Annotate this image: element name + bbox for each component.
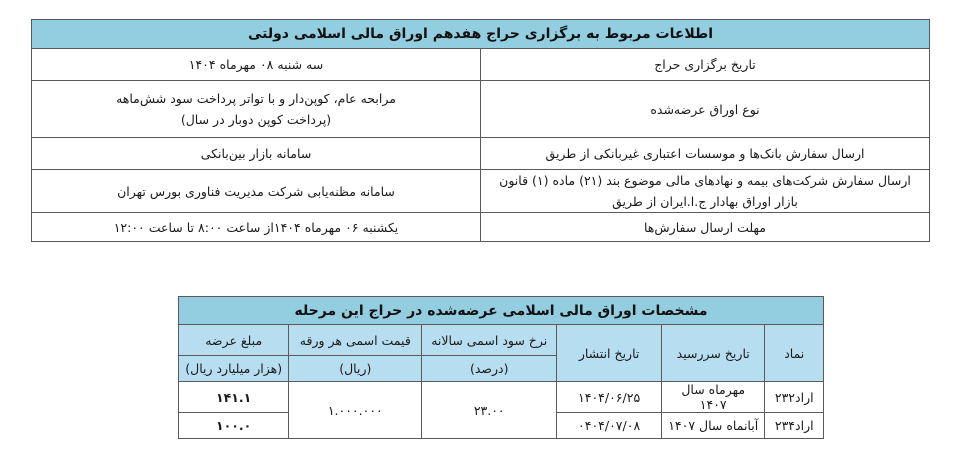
table-row xyxy=(32,49,930,81)
header-amount-unit: (هزار میلیارد ریال) xyxy=(179,356,289,382)
bank-order-channel-value: سامانه بازار بین‌بانکی xyxy=(32,138,481,170)
header-amount: مبلغ عرضه xyxy=(179,325,289,356)
table-row xyxy=(32,213,930,242)
header-nemad: نماد xyxy=(765,325,824,382)
bank-order-channel-label: ارسال سفارش بانک‌ها و موسسات اعتباری غیربانکی از طریق xyxy=(481,138,930,170)
table-row xyxy=(32,170,930,213)
header-price-unit: (ریال) xyxy=(289,356,422,382)
table-row xyxy=(179,382,824,413)
header-rate: نرخ سود اسمی سالانه xyxy=(422,325,557,356)
auction-date-label: تاریخ برگزاری حراج xyxy=(481,49,930,81)
row-maturity: مهرماه سال ۱۴۰۷ xyxy=(661,382,765,413)
spec-title: مشخصات اوراق مالی اسلامی عرضه‌شده در حراج این مرحله xyxy=(179,297,824,325)
row-nemad: اراد۲۳۲ xyxy=(765,382,824,413)
order-deadline-label: مهلت ارسال سفارش‌ها xyxy=(481,213,930,242)
table-row xyxy=(32,81,930,138)
row-nemad: اراد۲۳۴ xyxy=(765,413,824,439)
securities-spec-table xyxy=(178,296,824,439)
row-amount: ۱۴۱.۱ xyxy=(179,382,289,413)
shared-price: ۱.۰۰۰.۰۰۰ xyxy=(289,382,422,439)
securities-type-label: نوع اوراق عرضه‌شده xyxy=(481,81,930,138)
header-price: قیمت اسمی هر ورقه xyxy=(289,325,422,356)
insurance-order-channel-value: سامانه مظنه‌یابی شرکت مدیریت فناوری بورس تهران xyxy=(32,170,481,213)
table-row xyxy=(32,138,930,170)
header-rate-unit: (درصد) xyxy=(422,356,557,382)
header-issue: تاریخ انتشار xyxy=(557,325,662,382)
securities-type-value xyxy=(32,81,481,138)
order-deadline-value: یکشنبه ۰۶ مهرماه ۱۴۰۴از ساعت ۸:۰۰ تا ساعت ۱۲:۰۰ xyxy=(32,213,481,242)
info-title-row xyxy=(32,20,930,49)
spec-title-row xyxy=(179,297,824,325)
row-maturity: آبانماه سال ۱۴۰۷ xyxy=(661,413,765,439)
row-amount: ۱۰۰.۰ xyxy=(179,413,289,439)
securities-type-line1: مرابحه عام، کوپن‌دار و با تواتر پرداخت سود شش‌ماهه xyxy=(116,91,396,106)
securities-type-line2: (پرداخت کوپن دوبار در سال) xyxy=(180,112,332,127)
info-title: اطلاعات مربوط به برگزاری حراج هفدهم اوراق مالی اسلامی دولتی xyxy=(32,20,930,49)
spec-header-row xyxy=(179,325,824,356)
row-issue: ۰۴۰۴/۰۷/۰۸ xyxy=(557,413,662,439)
row-issue: ۱۴۰۴/۰۶/۲۵ xyxy=(557,382,662,413)
insurance-order-channel-label: ارسال سفارش شرکت‌های بیمه و نهادهای مالی موضوع بند (۲۱) ماده (۱) قانون بازار اوراق بهادار ج.ا.ایران از طریق xyxy=(481,170,930,213)
auction-info-table xyxy=(31,19,930,242)
shared-rate: ۲۳.۰۰ xyxy=(422,382,557,439)
header-maturity: تاریخ سررسید xyxy=(661,325,765,382)
auction-date-value: سه شنبه ۰۸ مهرماه ۱۴۰۴ xyxy=(32,49,481,81)
